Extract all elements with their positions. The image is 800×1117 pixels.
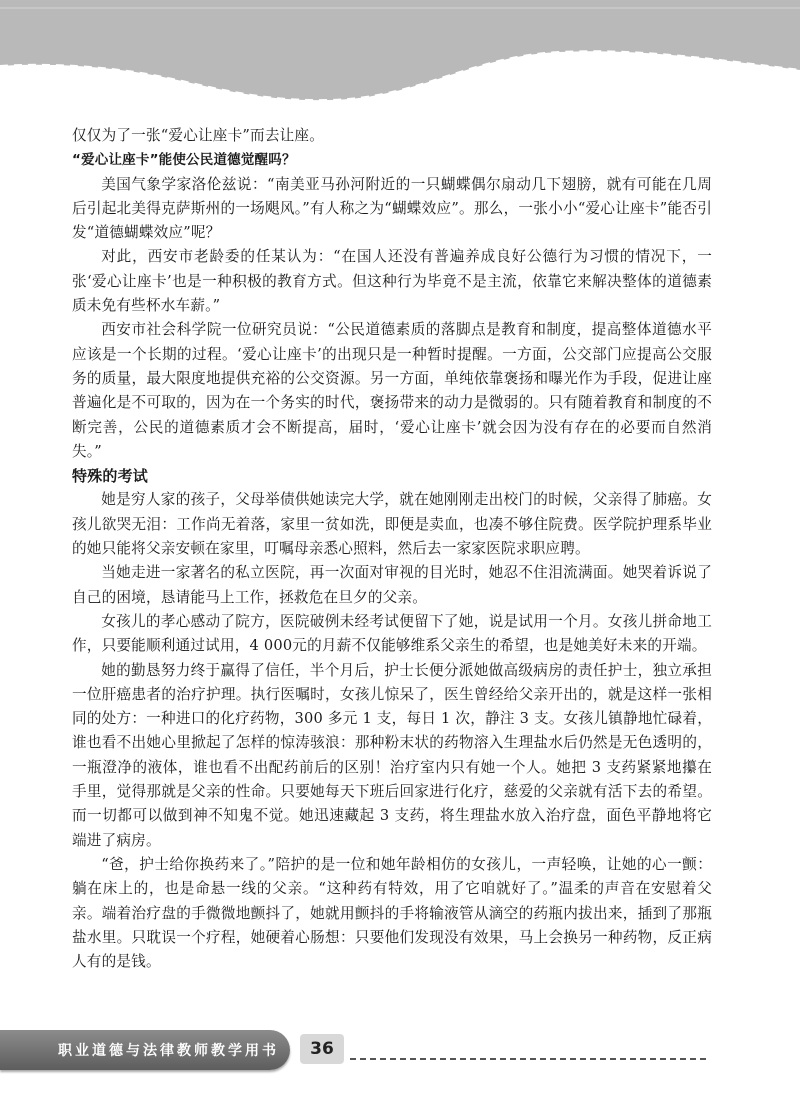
page-footer [0, 1024, 800, 1094]
paragraph: 当她走进一家著名的私立医院，再一次面对审视的目光时，她忍不住泪流满面。她哭着诉说了自己的困境，恳请能马上工作，拯救危在旦夕的父亲。 [72, 564, 712, 606]
paragraph: 西安市社会科学院一位研究员说：“公民道德素质的落脚点是教育和制度，提高整体道德水平应该是一个长期的过程。‘爱心让座卡’的出现只是一种暂时提醒。一方面，公交部门应提高公交服务的质量，最大限度地提供充裕的公交资源。另一方面，单纯依靠褒扬和曝光作为手段，促进让座普遍化是不可取的，因为在一个务实的时代，褒扬带来的动力是微弱的。只有随着教育和制度的不断完善，公民的道德素质才会不断提高，届时，‘爱心让座卡’就会因为没有存在的必要而自然消失。” [72, 321, 712, 460]
footer-divider [350, 1058, 706, 1060]
paragraph: 女孩儿的孝心感动了院方，医院破例未经考试便留下了她，说是试用一个月。女孩儿拼命地工作，只要能顺利通过试用，4 000元的月薪不仅能够维系父亲生的希望，也是她美好未来的开端。 [72, 612, 712, 655]
paragraph: 她的勤恳努力终于赢得了信任，半个月后，护士长便分派她做高级病房的责任护士，独立承担一位肝癌患者的治疗护理。执行医嘱时，女孩儿惊呆了，医生曾经给父亲开出的，就是这样一张相同的处方：一种进口的化疗药物，300 多元 1 支，每日 1 次，静注 3 支。女孩儿镇静地忙碌着，谁也看不出她心里掀起了怎样的惊涛骇浪：那种粉末状的药物溶入生理盐水后仍然是无色透明的，一瓶澄净的液体，谁也看不出配药前后的区别！治疗室内只有她一个人。她把 3 支药紧紧地攥在手里，觉得那就是父亲的性命。只要她每天下班后回家进行化疗，慈爱的父亲就有活下去的希望。而一切都可以做到神不知鬼不觉。她迅速藏起 3 支药，将生理盐水放入治疗盘，面色平静地将它端进了病房。 [72, 661, 712, 849]
article-body [72, 124, 712, 974]
book-title: 职业道德与法律教师教学用书 [58, 1043, 279, 1059]
paragraph: 她是穷人家的孩子，父母举债供她读完大学，就在她刚刚走出校门的时候，父亲得了肺癌。女孩儿欲哭无泪：工作尚无着落，家里一贫如洗，即便是卖血，也凑不够住院费。医学院护理系毕业的她只能将父亲安顿在家里，叮嘱母亲悉心照料，然后去一家家医院求职应聘。 [72, 491, 712, 558]
paragraph: 对此，西安市老龄委的任某认为：“在国人还没有普遍养成良好公德行为习惯的情况下，一张‘爱心让座卡’也是一种积极的教育方式。但这种行为毕竟不是主流，依靠它来解决整体的道德素质未免有些杯水车薪。” [72, 248, 712, 315]
page-number: 36 [300, 1034, 344, 1064]
subheading: “爱心让座卡”能使公民道德觉醒吗？ [72, 152, 296, 169]
section-title: 特殊的考试 [72, 467, 149, 486]
paragraph: 美国气象学家洛伦兹说：“南美亚马孙河附近的一只蝴蝶偶尔扇动几下翅膀，就有可能在几周后引起北美得克萨斯州的一场飓风。”有人称之为“蝴蝶效应”。那么，一张小小“爱心让座卡”能否引发“道德蝴蝶效应”呢？ [72, 175, 712, 242]
header-decoration [0, 0, 800, 120]
paragraph: “爸，护士给你换药来了。”陪护的是一位和她年龄相仿的女孩儿，一声轻唤，让她的心一颤：躺在床上的，也是命悬一线的父亲。“这种药有特效，用了它咱就好了。”温柔的声音在安慰着父亲。端着治疗盘的手微微地颤抖了，她就用颤抖的手将输液管从滴空的药瓶内拔出来，插到了那瓶盐水里。只耽误一个疗程，她硬着心肠想：只要他们发现没有效果，马上会换另一种药物，反正病人有的是钱。 [72, 855, 712, 971]
intro-line: 仅仅为了一张“爱心让座卡”而去让座。 [72, 127, 325, 144]
